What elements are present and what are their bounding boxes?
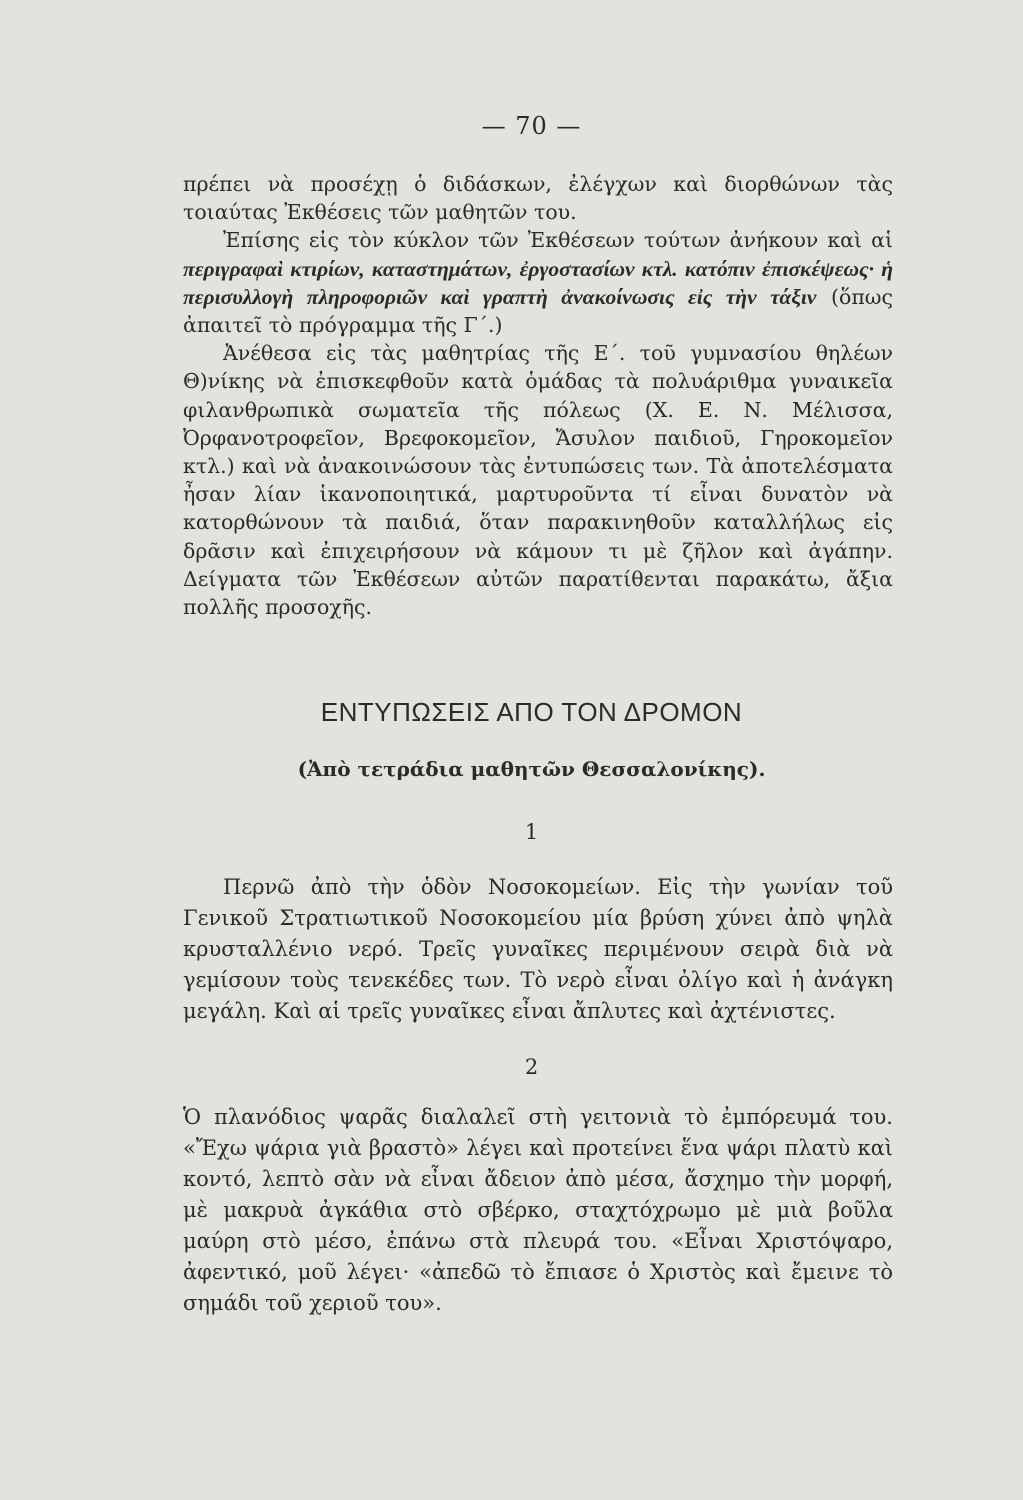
- page-number: — 70 —: [481, 112, 582, 140]
- item-1-paragraph: Περνῶ ἀπὸ τὴν ὁδὸν Νοσοκομείων. Εἰς τὴν γωνίαν τοῦ Γενικοῦ Στρατιωτικοῦ Νοσοκομείου μία βρύση χύνει ἀπὸ ψηλὰ κρυσταλλένιο νερό. Τρεῖς γυναῖκες περιμένουν σειρὰ διὰ νὰ γεμίσουν τοὺς τενεκέδες των. Τὸ νερὸ εἶναι ὀλίγο καὶ ἡ ἀνάγκη μεγάλη. Καὶ αἱ τρεῖς γυναῖκες εἶναι ἄπλυτες καὶ ἀχτένιστες.: [183, 875, 893, 1023]
- section-subtitle: (Ἀπὸ τετράδια μαθητῶν Θεσσαλονίκης).: [297, 757, 766, 781]
- intro-paragraph-2-end: (ὅπως ἀπαιτεῖ τὸ πρόγραμμα τῆς Γ΄.): [183, 284, 893, 338]
- intro-paragraph-3: Ἀνέθεσα εἰς τὰς μαθητρίας τῆς Ε΄. τοῦ γυμνασίου θηλέων Θ)νίκης νὰ ἐπισκεφθοῦν κατὰ ὁμάδας τὰ πολυάριθμα γυναικεῖα φιλανθρωπικὰ σωματεῖα τῆς πόλεως (Χ. Ε. Ν. Μέλισσα, Ὀρφανοτροφεῖον, Βρεφοκομεῖον, Ἄσυλον παιδιοῦ, Γηροκομεῖον κτλ.) καὶ νὰ ἀνακοινώσουν τὰς ἐντυπώσεις των. Τὰ ἀποτελέσματα ἦσαν λίαν ἱκανοποιητικά, μαρτυροῦντα τί εἶναι δυνατὸν νὰ κατορθώνουν τὰ παιδιά, ὅταν παρακινηθοῦν καταλλήλως εἰς δρᾶσιν καὶ ἐπιχειρήσουν νὰ κάμουν τι μὲ ζῆλον καὶ ἀγάπην. Δείγματα τῶν Ἐκθέσεων αὐτῶν παρατίθενται παρακάτω, ἄξια πολλῆς προσοχῆς.: [183, 341, 893, 620]
- item-1-text: [183, 872, 893, 1027]
- intro-paragraph-2: [183, 226, 893, 339]
- section-title: ΕΝΤΥΠΩΣΕΙΣ ΑΠΟ ΤΟΝ ΔΡΟΜΟΝ: [320, 697, 743, 727]
- item-2-paragraph: Ὁ πλανόδιος ψαρᾶς διαλαλεῖ στὴ γειτονιὰ τὸ ἐμπόρευμά του. «Ἔχω ψάρια γιὰ βραστὸ» λέγει καὶ προτείνει ἕνα ψάρι πλατὺ καὶ κοντό, λεπτὸ σὰν νὰ εἶναι ἄδειον ἀπὸ μέσα, ἄσχημο τὴν μορφή, μὲ μακρυὰ ἀγκάθια στὸ σβέρκο, σταχτόχρωμο μὲ μιὰ βοῦλα μαύρη στὸ μέσο, ἐπάνω στὰ πλευρά του. «Εἶναι Χριστόψαρο, ἀφεντικό, μοῦ λέγει· «ἀπεδῶ τὸ ἔπιασε ὁ Χριστὸς καὶ ἔμεινε τὸ σημάδι τοῦ χεριοῦ του».: [183, 1105, 893, 1315]
- item-number-2: 2: [524, 1055, 539, 1079]
- intro-paragraph-2-emphasis: περιγραφαὶ κτιρίων, καταστημάτων, ἐργοστασίων κτλ. κατόπιν ἐπισκέψεως· ἡ περισυλλογὴ πληροφοριῶν καὶ γραπτὴ ἀνακοίνωσις εἰς τὴν τάξιν: [183, 256, 893, 309]
- intro-paragraph-2-start: Ἐπίσης εἰς τὸν κύκλον τῶν Ἐκθέσεων τούτων ἀνήκουν καὶ αἱ: [223, 228, 893, 253]
- intro-paragraph-1: πρέπει νὰ προσέχῃ ὁ διδάσκων, ἐλέγχων καὶ διορθώνων τὰς τοιαύτας Ἐκθέσεις τῶν μαθητῶν του.: [183, 172, 893, 225]
- intro-text: [183, 170, 893, 621]
- item-number-1: 1: [524, 820, 539, 844]
- item-2-text: [183, 1102, 893, 1319]
